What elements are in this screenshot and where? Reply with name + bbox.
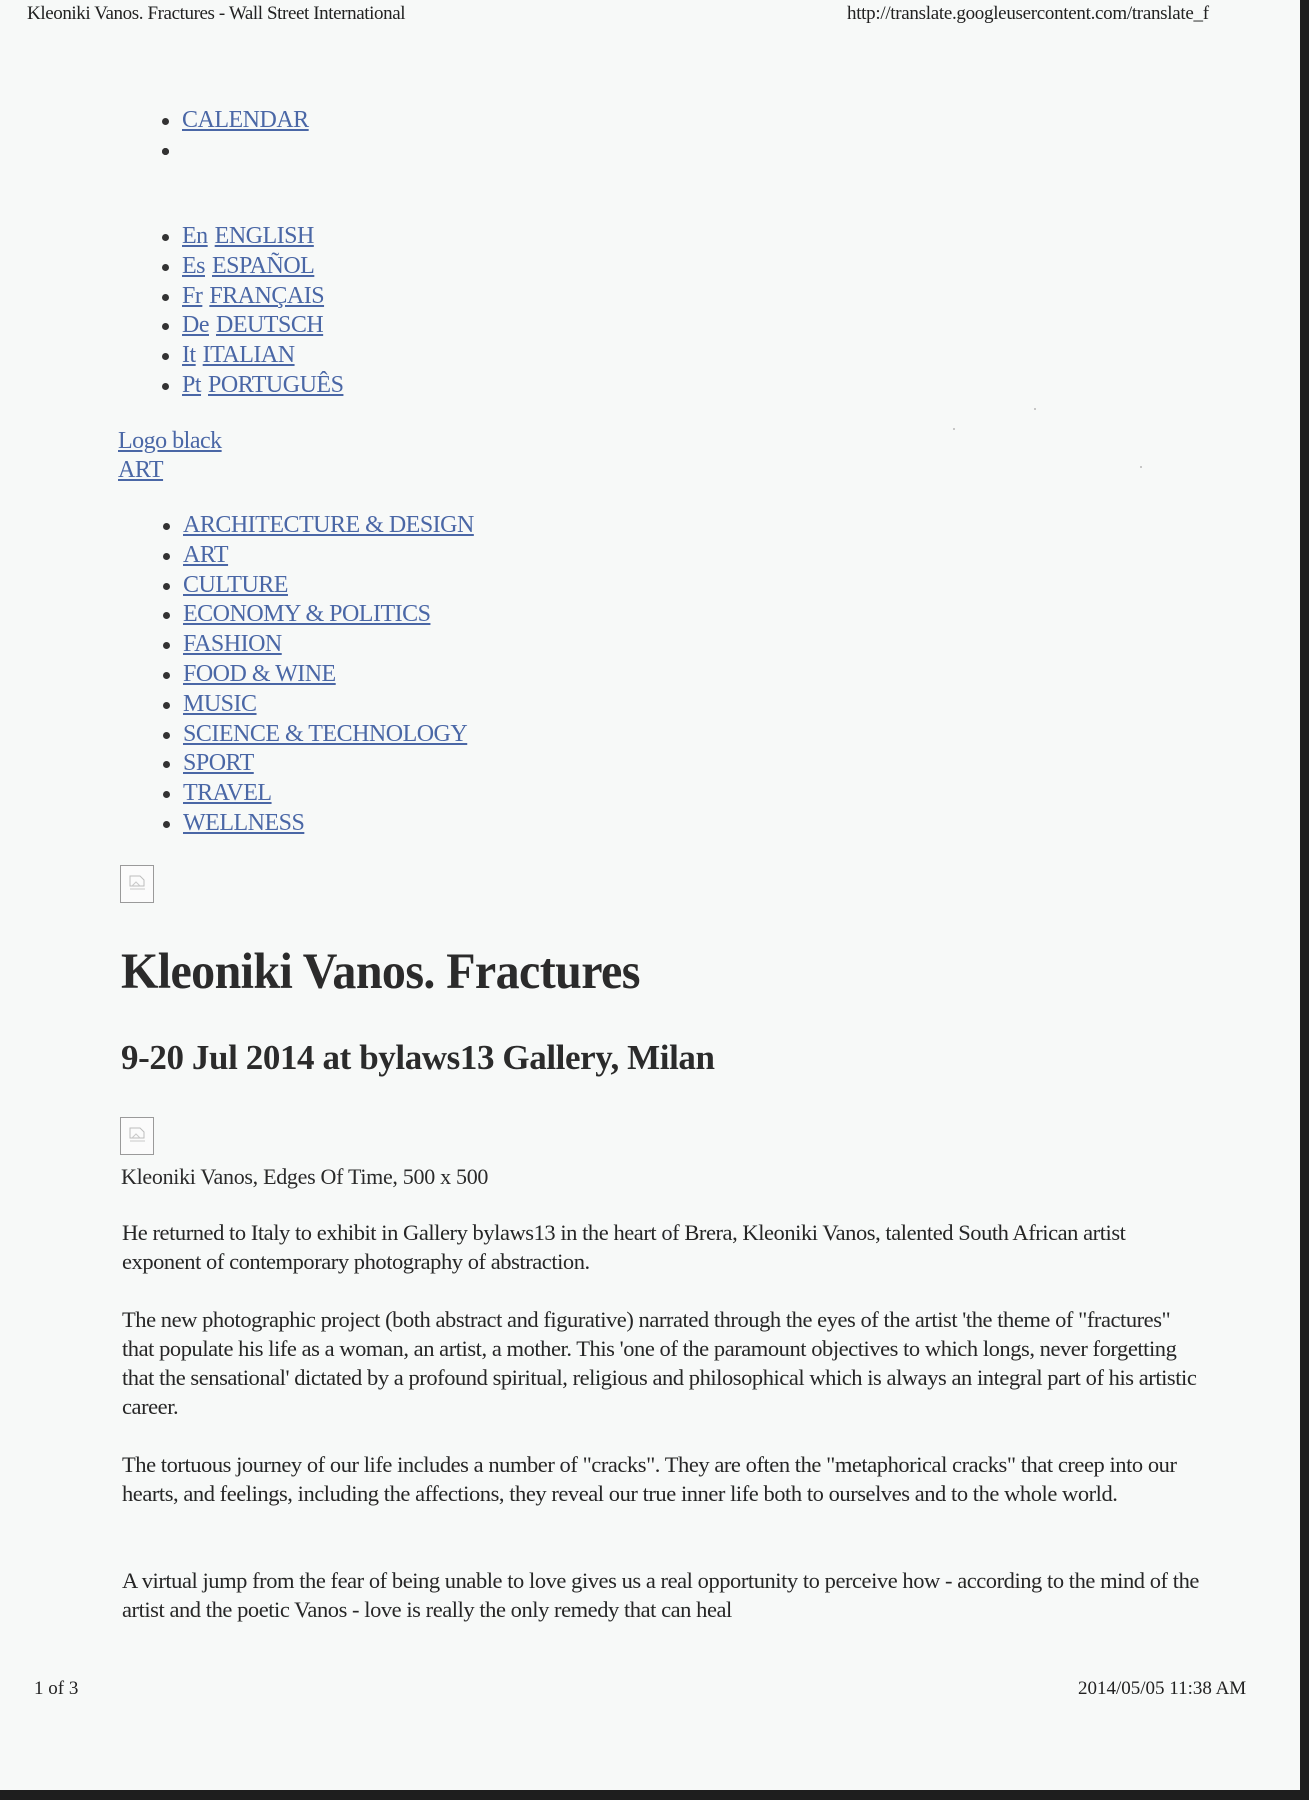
language-code-link[interactable]: De	[182, 312, 209, 339]
category-link-travel[interactable]: TRAVEL	[183, 780, 272, 807]
category-item[interactable]	[161, 660, 474, 690]
category-item[interactable]	[161, 690, 474, 720]
category-item[interactable]	[161, 809, 474, 839]
calendar-link[interactable]: CALENDAR	[182, 107, 309, 133]
article-image-broken-icon	[120, 1117, 154, 1155]
article-paragraph: The tortuous journey of our life includes a number of "cracks". They are often the "metaphorical cracks" that creep into our hearts, and feelings, including the affections, they reveal our true inner life both to ourselves and to the whole world.	[122, 1452, 1177, 1506]
broken-image-icon	[120, 865, 154, 903]
language-item-deutsch[interactable]	[160, 311, 343, 341]
category-link-culture[interactable]: CULTURE	[183, 571, 288, 598]
language-item-italian[interactable]	[160, 341, 343, 371]
section-art-link[interactable]: ART	[118, 457, 164, 483]
image-placeholder-icon	[128, 874, 148, 894]
language-name-link[interactable]: FRANÇAIS	[209, 282, 325, 309]
category-item[interactable]	[161, 779, 474, 809]
language-name-link[interactable]: DEUTSCH	[215, 312, 324, 339]
language-code-link[interactable]: En	[182, 223, 208, 249]
category-link-fashion[interactable]: FASHION	[183, 631, 282, 658]
print-header-title: Kleoniki Vanos. Fractures - Wall Street International	[27, 3, 406, 24]
category-link-sport[interactable]: SPORT	[183, 750, 254, 777]
print-footer-timestamp: 2014/05/05 11:38 AM	[1078, 1678, 1247, 1699]
scan-speck	[1140, 466, 1142, 468]
category-link-wellness[interactable]: WELLNESS	[183, 809, 305, 836]
language-code-link[interactable]: Pt	[182, 371, 202, 398]
language-name-link[interactable]: ENGLISH	[214, 223, 314, 249]
language-item-english[interactable]	[160, 222, 343, 252]
print-footer-page-number: 1 of 3	[34, 1678, 79, 1699]
article-subtitle: 9-20 Jul 2014 at bylaws13 Gallery, Milan	[121, 1038, 715, 1077]
category-link-food-wine[interactable]: FOOD & WINE	[183, 660, 336, 687]
article-paragraph: He returned to Italy to exhibit in Gallery bylaws13 in the heart of Brera, Kleoniki Vanos, talented South African artist exponent of contemporary photography of abstraction.	[122, 1220, 1126, 1274]
article-title: Kleoniki Vanos. Fractures	[121, 943, 640, 1000]
logo-link[interactable]: Logo black	[118, 428, 222, 454]
category-link-science-technology[interactable]: SCIENCE & TECHNOLOGY	[183, 720, 468, 747]
language-name-link[interactable]: ITALIAN	[202, 342, 295, 369]
category-item[interactable]	[161, 630, 474, 660]
category-link-architecture-design[interactable]: ARCHITECTURE & DESIGN	[183, 512, 474, 538]
category-link-economy-politics[interactable]: ECONOMY & POLITICS	[183, 601, 431, 628]
category-item[interactable]	[161, 720, 474, 750]
top-nav-item-calendar[interactable]	[160, 106, 309, 136]
print-header-url: http://translate.googleusercontent.com/translate_f	[847, 3, 1209, 24]
article-paragraph: The new photographic project (both abstract and figurative) narrated through the eyes of the artist 'the theme of "fractures" that populate his life as a woman, an artist, a mother. This 'one of the paramount objectives to which longs, never forgetting that the sensational' dictated by a profound spiritual, religious and philosophical which is always an integral part of his artistic career.	[122, 1307, 1197, 1419]
image-caption: Kleoniki Vanos, Edges Of Time, 500 x 500	[121, 1164, 489, 1189]
language-code-link[interactable]: Es	[182, 252, 205, 279]
top-nav	[160, 106, 309, 136]
article-paragraph: A virtual jump from the fear of being unable to love gives us a real opportunity to perceive how - according to the mind of the artist and the poetic Vanos - love is really the only remedy that can heal	[122, 1568, 1199, 1622]
scan-speck	[1034, 408, 1036, 410]
scan-speck	[953, 428, 955, 430]
category-item[interactable]	[161, 571, 474, 601]
category-item[interactable]	[161, 511, 474, 541]
category-link-art[interactable]: ART	[183, 541, 229, 568]
category-nav	[161, 511, 474, 839]
language-code-link[interactable]: Fr	[182, 282, 203, 309]
language-item-portugues[interactable]	[160, 371, 343, 401]
language-nav	[160, 222, 343, 401]
language-name-link[interactable]: PORTUGUÊS	[208, 371, 344, 398]
language-item-espanol[interactable]	[160, 252, 343, 282]
language-code-link[interactable]: It	[182, 342, 196, 369]
category-link-music[interactable]: MUSIC	[183, 690, 257, 717]
category-item[interactable]	[161, 600, 474, 630]
image-placeholder-icon	[128, 1126, 148, 1146]
language-item-francais[interactable]	[160, 282, 343, 312]
category-item[interactable]	[161, 541, 474, 571]
language-name-link[interactable]: ESPAÑOL	[212, 252, 315, 279]
category-item[interactable]	[161, 749, 474, 779]
